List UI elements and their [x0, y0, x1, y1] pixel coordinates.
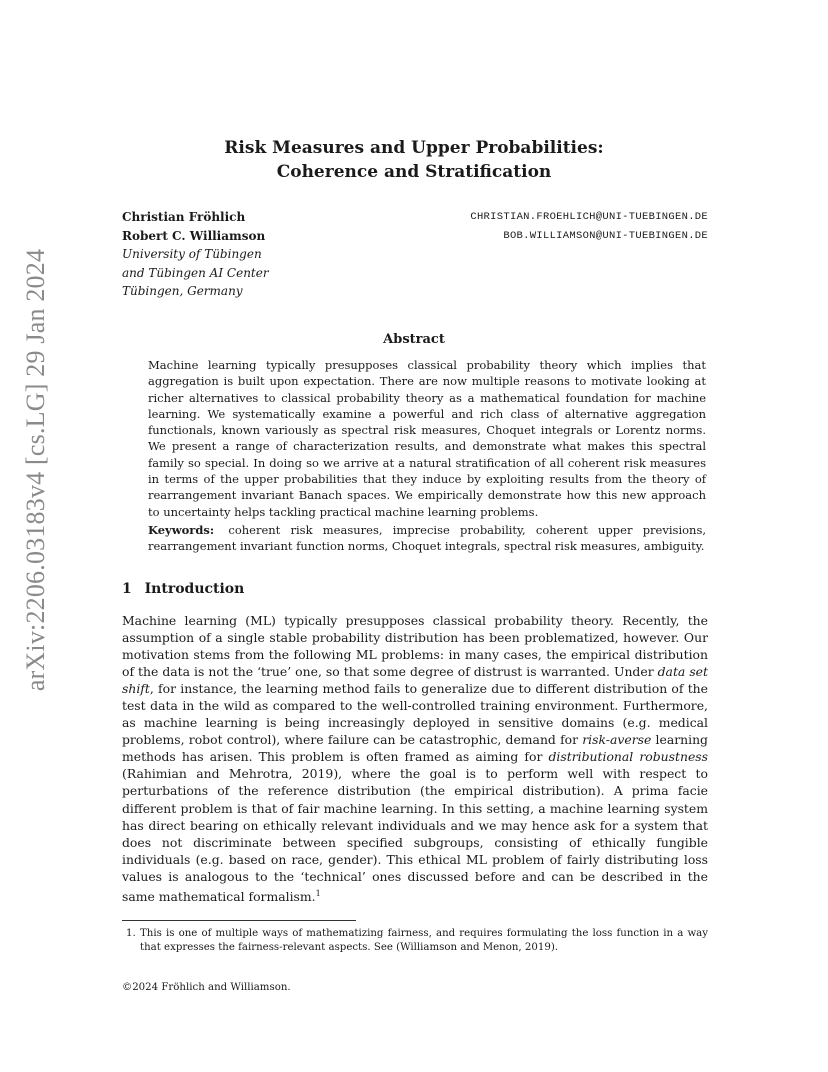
title-line-2: Coherence and Stratification: [276, 162, 552, 182]
abstract-text: Machine learning typically presupposes classical probability theory which implies that aggregation is built upon expectation. There are now multiple reasons to motivate looking at richer alternatives to classical probability theory as a mathematical foundation for machine learning. We systematically examine a powerful and rich class of alternative aggregation functionals, known variously as spectral risk measures, Choquet integrals or Lorentz norms. We present a range of characterization results, and demonstrate what makes this spectral family so special. In doing so we arrive at a natural stratification of all coherent risk measures in terms of the upper probabilities that they induce by exploiting results from the theory of rearrangement invariant Banach spaces. We empirically demonstrate how this new approach to uncertainty helps tackling practical machine learning problems.: [148, 358, 706, 519]
author-email[interactable]: CHRISTIAN.FROEHLICH@UNI-TUEBINGEN.DE: [470, 211, 708, 223]
section-heading: [122, 581, 244, 597]
footnote-rule: [122, 920, 356, 921]
intro-text-4: (Rahimian and Mehrotra, 2019), where the goal is to perform well with respect to perturbations of the reference distribution (the empirical distribution). A prima facie different problem is that of fair machine learning. In this setting, a machine learning system has direct bearing on ethically relevant individuals and we may hence ask for a system that does not discriminate between specified subgroups, consisting of ethically fungible individuals (e.g. based on race, gender). This ethical ML problem of fairly distributing loss values is analogous to the ‘technical’ ones discussed before and can be described in the same mathematical formalism.: [122, 766, 708, 904]
copyright-line: ©2024 Fröhlich and Williamson.: [122, 982, 291, 993]
affiliation-line: Tübingen, Germany: [122, 284, 243, 298]
abstract-heading: Abstract: [383, 332, 445, 347]
arxiv-side-stamp: arXiv:2206.03183v4 [cs.LG] 29 Jan 2024: [21, 248, 50, 692]
footnote-text: This is one of multiple ways of mathematizing fairness, and requires formulating the loss function in a way that expresses the fairness-relevant aspects. See (Williamson and Menon, 2019).: [140, 928, 708, 953]
footnote-mark: 1.: [126, 928, 136, 939]
author-name: Robert C. Williamson: [122, 228, 266, 243]
author-email[interactable]: BOB.WILLIAMSON@UNI-TUEBINGEN.DE: [503, 229, 708, 242]
footnote-reference[interactable]: 1: [315, 888, 321, 898]
keywords-label: Keywords:: [148, 523, 215, 537]
keywords: [148, 522, 706, 555]
keywords-text: coherent risk measures, imprecise probability, coherent upper previsions, rearrangement invariant function norms, Choquet integrals, spectral risk measures, ambiguity.: [148, 523, 707, 554]
author-row: [122, 208, 708, 227]
affiliation-line: University of Tübingen: [122, 247, 262, 261]
footnote: [126, 927, 708, 955]
title-line-1: Risk Measures and Upper Probabilities:: [224, 138, 604, 158]
intro-italic-data-set-shift: data set shift: [122, 664, 708, 697]
intro-italic-distributional-robustness: distributional robustness: [548, 749, 708, 765]
section-title: Introduction: [144, 581, 245, 597]
intro-italic-risk-averse: risk-averse: [582, 732, 652, 748]
section-number: 1: [122, 581, 132, 597]
intro-text-3: learning methods has arisen. This problem is often framed as aiming for: [122, 732, 708, 765]
author-row: [122, 227, 708, 246]
author-name: Christian Fröhlich: [122, 210, 246, 224]
intro-text-2: , for instance, the learning method fails to generalize due to different distribution of the test data in the wild as compared to the well-controlled training environment. Furthermore, as machine learning is being increasingly deployed in sensitive domains (e.g. medical problems, robot control), where failure can be catastrophic, demand for: [122, 681, 708, 748]
paper-title: [0, 136, 828, 184]
author-block: [122, 208, 708, 301]
intro-text-1: Machine learning (ML) typically presupposes classical probability theory. Recently, the assumption of a single stable probability distribution has been problematized, however. Our motivation stems from the following ML problems: in many cases, the empirical distribution of the data is not the ‘true’ one, so that some degree of distrust is warranted. Under: [122, 613, 708, 680]
intro-paragraph: [122, 612, 708, 905]
affiliation-line: and Tübingen AI Center: [122, 265, 269, 280]
